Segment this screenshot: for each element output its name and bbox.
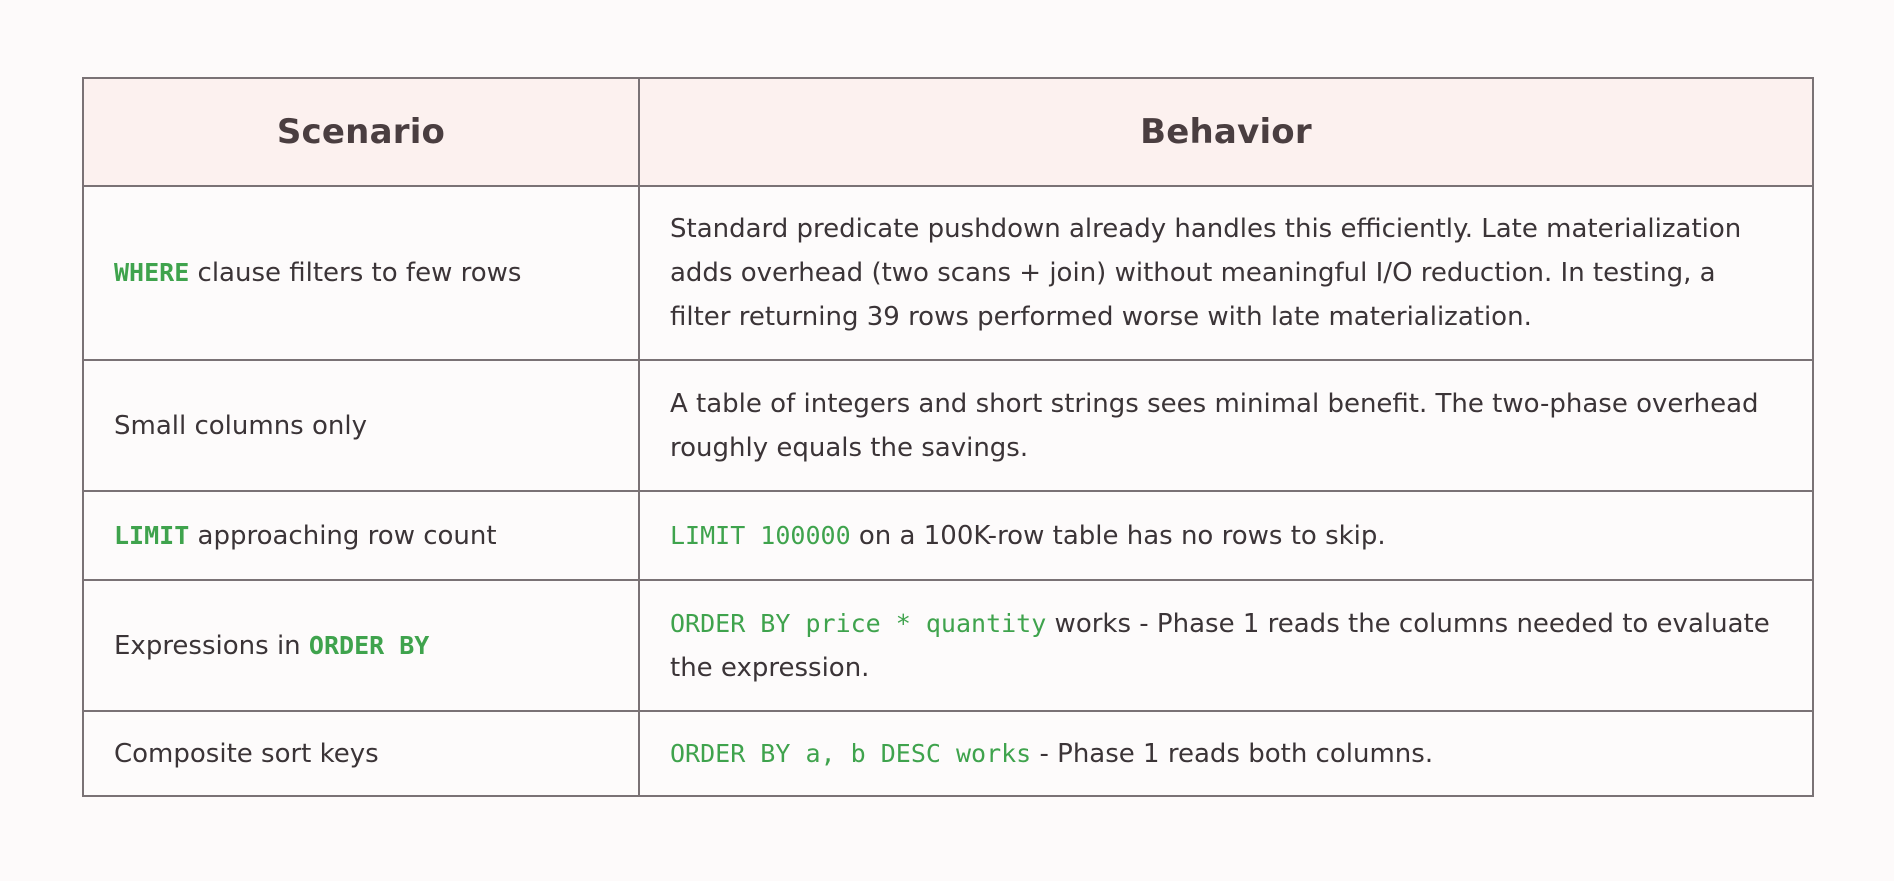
behavior-cell — [639, 580, 1813, 711]
behavior-text: Standard predicate pushdown already handles this efficiently. Late materialization adds overhead (two scans + join) without meaningful I/O reduction. In testing, a filter returning 39 rows performed worse with late materialization. — [670, 214, 1742, 332]
behavior-cell — [639, 186, 1813, 360]
scenario-cell — [83, 491, 639, 580]
behavior-cell — [639, 711, 1813, 796]
scenario-text: approaching row count — [189, 520, 497, 551]
table-header-row — [83, 78, 1813, 186]
header-scenario: Scenario — [83, 78, 639, 186]
header-behavior: Behavior — [639, 78, 1813, 186]
behavior-cell — [639, 491, 1813, 580]
code-snippet: LIMIT — [114, 520, 190, 550]
scenario-text: Composite sort keys — [114, 738, 379, 769]
code-snippet: LIMIT 100000 — [670, 520, 851, 550]
scenario-behavior-table — [82, 77, 1814, 797]
table-row — [83, 580, 1813, 711]
code-snippet: ORDER BY — [308, 630, 430, 660]
behavior-text: A table of integers and short strings sees minimal benefit. The two-phase overhead roughly equals the savings. — [670, 388, 1759, 463]
scenario-text: Expressions in — [114, 630, 309, 661]
scenario-cell — [83, 360, 639, 491]
scenario-text: clause filters to few rows — [189, 258, 522, 288]
table-row — [83, 711, 1813, 796]
behavior-text: works - Phase 1 reads the columns needed to evaluate the expression. — [670, 608, 1770, 683]
scenario-text: Small columns only — [114, 410, 367, 441]
code-snippet: WHERE — [114, 258, 190, 287]
table-row — [83, 186, 1813, 360]
code-snippet: ORDER BY a, b DESC works — [670, 738, 1032, 768]
code-snippet: ORDER BY price * quantity — [670, 608, 1047, 638]
scenario-cell — [83, 580, 639, 711]
table-row — [83, 491, 1813, 580]
behavior-text: on a 100K-row table has no rows to skip. — [850, 520, 1386, 551]
behavior-cell — [639, 360, 1813, 491]
scenario-cell — [83, 711, 639, 796]
table-row — [83, 360, 1813, 491]
behavior-text: - Phase 1 reads both columns. — [1031, 738, 1434, 769]
table-container — [82, 77, 1812, 797]
scenario-cell — [83, 186, 639, 360]
